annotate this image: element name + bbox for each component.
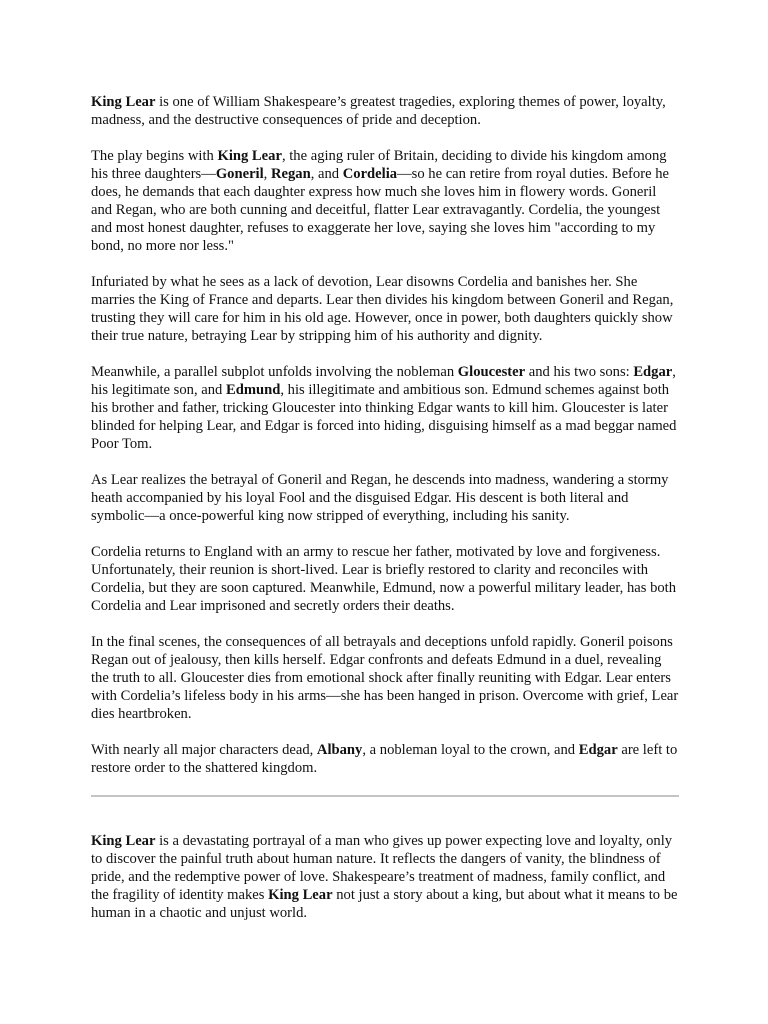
- conclusion-paragraph: [91, 832, 681, 922]
- bold-name: King Lear: [217, 148, 282, 164]
- text-run: are left to restore order to the shattered kingdom.: [91, 742, 678, 776]
- text-run: Infuriated by what he sees as a lack of devotion, Lear disowns Cordelia and banishes her. She marries the King of France and departs. Lear then divides his kingdom between Goneril and Regan, trusting they will care for him in his old age. However, once in power, both daughters quickly show their true nature, betraying Lear by stripping him of his authority and dignity.: [91, 274, 674, 344]
- paragraph: [91, 741, 681, 777]
- bold-name: King Lear: [268, 887, 333, 903]
- paragraph: [91, 543, 681, 615]
- paragraph: [91, 93, 681, 129]
- text-run: is a devastating portrayal of a man who gives up power expecting love and loyalty, only to discover the painful truth about human nature. It reflects the dangers of vanity, the blindness of pride, and the redemptive power of love. Shakespeare’s treatment of madness, family conflict, and the fragility of identity makes: [91, 833, 673, 903]
- horizontal-divider: [91, 795, 679, 797]
- text-run: The play begins with: [91, 148, 218, 164]
- text-run: is one of William Shakespeare’s greatest tragedies, exploring themes of power, loyalty, madness, and the destructive consequences of pride and deception.: [91, 94, 666, 128]
- paragraph: [91, 471, 681, 525]
- text-run: Cordelia returns to England with an army to rescue her father, motivated by love and forgiveness. Unfortunately, their reunion is short-lived. Lear is briefly restored to clarity and reconciles with Cordelia, but they are soon captured. Meanwhile, Edmund, now a powerful military leader, has both Cordelia and Lear imprisoned and secretly orders their deaths.: [91, 544, 677, 614]
- paragraph: [91, 633, 681, 723]
- text-run: As Lear realizes the betrayal of Goneril and Regan, he descends into madness, wandering a stormy heath accompanied by his loyal Fool and the disguised Edgar. His descent is both literal and symbolic—a once-powerful king now stripped of everything, including his sanity.: [91, 472, 669, 524]
- bold-name: Edgar: [633, 364, 673, 380]
- bold-name: Regan: [270, 166, 311, 182]
- text-run: , his illegitimate and ambitious son. Edmund schemes against both his brother and father, tricking Gloucester into thinking Edgar wants to kill him. Gloucester is later blinded for helping Lear, and Edgar is forced into hiding, disguising himself as a mad beggar named Poor Tom.: [91, 382, 677, 452]
- text-run: In the final scenes, the consequences of all betrayals and deceptions unfold rapidly. Goneril poisons Regan out of jealousy, then kills herself. Edgar confronts and defeats Edmund in a duel, revealing the truth to all. Gloucester dies from emotional shock after finally reuniting with Edgar. Lear enters with Cordelia’s lifeless body in his arms—she has been hanged in prison. Overcome with grief, Lear dies heartbroken.: [91, 634, 679, 722]
- paragraph: [91, 273, 681, 345]
- bold-name: King Lear: [91, 833, 156, 849]
- text-run: , the aging ruler of Britain, deciding to divide his kingdom among his three daughters—: [91, 148, 667, 182]
- text-run: , a nobleman loyal to the crown, and: [362, 742, 579, 758]
- text-run: ,: [263, 166, 271, 182]
- text-run: , his legitimate son, and: [91, 364, 676, 398]
- text-run: not just a story about a king, but about what it means to be human in a chaotic and unjust world.: [91, 887, 678, 921]
- bold-name: Edgar: [578, 742, 618, 758]
- paragraph: [91, 147, 681, 255]
- conclusion-section: [91, 832, 681, 922]
- text-run: —so he can retire from royal duties. Before he does, he demands that each daughter express how much she loves him in flowery words. Goneril and Regan, who are both cunning and deceitful, flatter Lear extravagantly. Cordelia, the youngest and most honest daughter, refuses to exaggerate her love, saying she loves him "according to my bond, no more nor less.": [91, 166, 669, 254]
- text-run: With nearly all major characters dead,: [91, 742, 317, 758]
- paragraph: [91, 363, 681, 453]
- bold-name: Gloucester: [457, 364, 526, 380]
- text-run: , and: [310, 166, 343, 182]
- bold-name: Cordelia: [342, 166, 398, 182]
- bold-name: King Lear: [91, 94, 156, 110]
- bold-name: Edmund: [225, 382, 281, 398]
- bold-name: Goneril: [215, 166, 264, 182]
- text-run: Meanwhile, a parallel subplot unfolds involving the nobleman: [91, 364, 458, 380]
- document-page: [91, 93, 681, 940]
- bold-name: Albany: [316, 742, 363, 758]
- summary-section: [91, 93, 681, 777]
- text-run: and his two sons:: [525, 364, 634, 380]
